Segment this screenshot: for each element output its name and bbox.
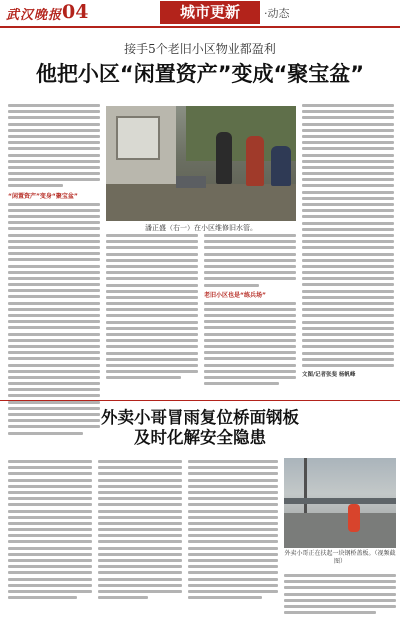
story1-kicker: 接手5个老旧小区物业都盈利 [124,42,276,56]
paper-name: 武汉晚报 [6,8,63,23]
story1-byline: 文图/记者张斐 杨帆峰 [302,372,356,379]
story2-photo [284,458,396,548]
story1-subhead-1: “闲置资产”变身“聚宝盆” [8,192,78,200]
story1-headline: 他把小区“闲置资产”变成“聚宝盆” [35,62,365,86]
story2-column-4 [284,574,396,617]
story2-column-3 [188,460,278,602]
story1-column-right [302,104,394,378]
story2-column-2 [98,460,182,602]
story1-photo [106,106,296,221]
story1-subhead-2: 老旧小区也是“练兵场” [204,291,266,299]
section-divider [0,400,400,401]
story2-headline [0,408,400,448]
story2-headline-line2: 及时化解安全隐患 [134,428,266,447]
story1-column-left [8,104,100,438]
story2-headline-line1: 外卖小哥冒雨复位桥面钢板 [101,408,299,427]
page-number: 04 [62,1,89,23]
story2-column-1 [8,460,92,602]
masthead [0,0,400,28]
story1-photo-caption: 潘正盛（右一）在小区维修旧水管。 [145,224,257,232]
story1-column-mid-b [204,234,296,388]
story1-column-mid-a [106,234,198,383]
story2-photo-caption: 外卖小哥正在扶起一块钢桥盖板。（视频截图） [284,550,396,565]
section-subtitle: ·动态 [264,7,290,20]
section-title: 城市更新 [160,1,260,24]
